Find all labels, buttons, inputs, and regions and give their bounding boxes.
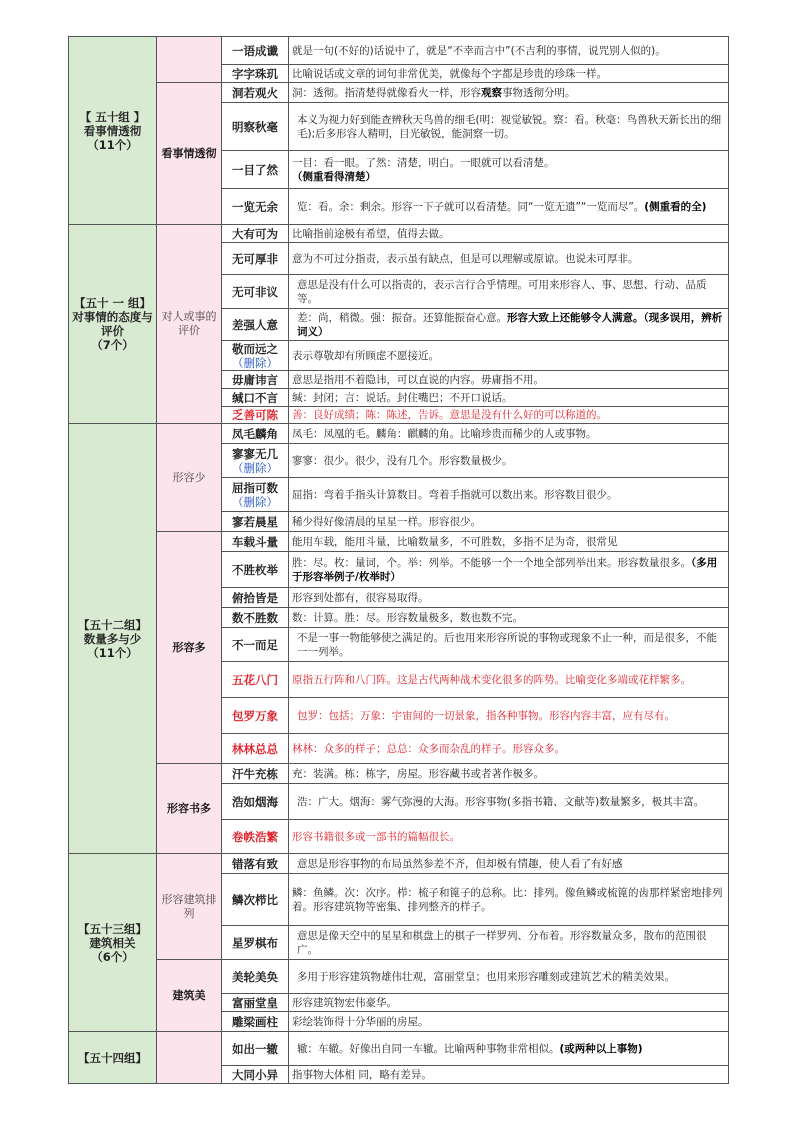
idiom-name: 数不胜数 (222, 608, 289, 628)
idiom-name: 字字珠玑 (222, 65, 289, 83)
idiom-name: 明察秋毫 (222, 103, 289, 151)
idiom-name: 雕梁画柱 (222, 1012, 289, 1032)
idiom-definition: 表示尊敬却有所顾虑不愿接近。 (289, 341, 729, 371)
idiom-definition: 寥寥：很少。很少，没有几个。形容数量极少。 (289, 444, 729, 478)
idiom-name: 不胜枚举 (222, 552, 289, 588)
idiom-definition: 意为不可过分指责，表示虽有缺点，但是可以理解或原谅。也说未可厚非。 (289, 243, 729, 275)
idiom-name: 缄口不言 (222, 389, 289, 407)
idiom-definition: 比喻说话或文章的词句非常优美，就像每个字都是珍贵的珍珠一样。 (289, 65, 729, 83)
subgroup-label: 建筑美 (157, 960, 222, 1032)
idiom-name (222, 341, 289, 371)
idiom-name: 大有可为 (222, 225, 289, 243)
idiom-name: 乏善可陈 (222, 407, 289, 424)
deleted-tag: （删除） (232, 460, 278, 475)
group-53-cell (69, 854, 157, 1032)
idiom-definition: 意思是没有什么可以指责的，表示言行合乎情理。可用来形容人、事、思想、行动、品质等。 (289, 275, 729, 309)
idiom-definition: 多用于形容建筑物雄伟壮观，富丽堂皇；也用来形容雕刻或建筑艺术的精美效果。 (289, 960, 729, 994)
idiom-definition: 意思是指用不着隐讳，可以直说的内容。毋庸指不用。 (289, 371, 729, 389)
idiom-table (68, 36, 729, 1084)
idiom-name: 不一而足 (222, 628, 289, 662)
group-title: 对事情的态度与评价 (72, 310, 153, 338)
definition-note: (侧重看的全) (644, 200, 707, 213)
group-54-cell (69, 1032, 157, 1084)
idiom-name (222, 478, 289, 512)
idiom-name: 卷帙浩繁 (222, 820, 289, 854)
idiom-definition: 充：装满。栋：栋字，房屋。形容藏书或者著作极多。 (289, 764, 729, 784)
idiom-name: 大同小异 (222, 1066, 289, 1084)
idiom-definition (289, 83, 729, 103)
idiom-definition: 指事物大体相 同，略有差异。 (289, 1066, 729, 1084)
deleted-tag: （删除） (232, 494, 278, 509)
idiom-definition: 包罗：包括；万象：宇宙间的一切景象，指各种事物。形容内容丰富，应有尽有。 (289, 698, 729, 734)
definition-text: 洞：透彻。指清楚得就像看火一样，形容 (292, 86, 481, 99)
idiom-definition: 彩绘装饰得十分华丽的房屋。 (289, 1012, 729, 1032)
idiom-definition (289, 552, 729, 588)
definition-emphasis: 形容大致上还能够令人满意。 (507, 311, 644, 324)
group-title: 看事情透彻 (83, 123, 142, 138)
definition-text: 一目：看一眼。了然：清楚，明白。一眼就可以看清楚。 (292, 156, 555, 169)
idiom-name: 车载斗量 (222, 532, 289, 552)
subgroup-label: 形容多 (157, 532, 222, 764)
idiom-name: 星罗棋布 (222, 926, 289, 960)
group-50-cell (69, 37, 157, 225)
subgroup-empty (157, 1032, 222, 1084)
idiom-name: 俯拾皆是 (222, 588, 289, 608)
idiom-name: 寥若晨星 (222, 512, 289, 532)
idiom-name: 一目了然 (222, 151, 289, 189)
idiom-definition (289, 151, 729, 189)
idiom-name: 一语成谶 (222, 37, 289, 65)
definition-emphasis: 观察 (481, 86, 502, 99)
idiom-definition: 善：良好成绩；陈：陈述，告诉。意思是没有什么好的可以称道的。 (289, 407, 729, 424)
idiom-definition: 原指五行阵和八门阵。这是古代两种战术变化很多的阵势。比喻变化多端或花样繁多。 (289, 662, 729, 698)
definition-text: 览：看。余：剩余。形容一下子就可以看清楚。同“一览无遗”“一览而尽”。 (297, 200, 645, 213)
idiom-definition: 稀少得好像清晨的星星一样。形容很少。 (289, 512, 729, 532)
idiom-name: 美轮美奂 (222, 960, 289, 994)
definition-text: 事物透彻分明。 (502, 86, 576, 99)
idiom-name: 洞若观火 (222, 83, 289, 103)
idiom-definition: 比喻指前途极有希望，值得去做。 (289, 225, 729, 243)
idiom-name: 富丽堂皇 (222, 994, 289, 1012)
idiom-text: 寥寥无几 (232, 446, 278, 461)
definition-note: （多用于形容举例子/枚举时） (292, 556, 718, 583)
definition-note: （侧重看得清楚） (292, 170, 376, 183)
group-count: （11个） (87, 645, 138, 660)
idiom-name: 汗牛充栋 (222, 764, 289, 784)
idiom-text: 屈指可数 (232, 480, 278, 495)
idiom-definition (289, 309, 729, 341)
group-count: （7个） (91, 338, 134, 352)
idiom-definition: 屈指：弯着手指头计算数目。弯着手指就可以数出来。形容数目很少。 (289, 478, 729, 512)
idiom-definition: 不是一事一物能够使之满足的。后也用来形容所说的事物或现象不止一种，而是很多，不能一一列举。 (289, 628, 729, 662)
idiom-definition: 缄：封闭；言：说话。封住嘴巴；不开口说话。 (289, 389, 729, 407)
idiom-definition: 数：计算。胜：尽。形容数量极多，数也数不完。 (289, 608, 729, 628)
idiom-name: 差强人意 (222, 309, 289, 341)
idiom-name: 五花八门 (222, 662, 289, 698)
idiom-definition (289, 189, 729, 225)
definition-note: （现多误用，辨析词义） (297, 311, 723, 338)
definition-text: 辙：车辙。好像出自同一车辙。比喻两种事物非常相似。 (297, 1042, 560, 1055)
idiom-name: 凤毛麟角 (222, 424, 289, 444)
definition-text: 差：尚，稍微。强：振奋。还算能振奋心意。 (297, 311, 507, 324)
idiom-definition: 形容到处都有，很容易取得。 (289, 588, 729, 608)
idiom-definition: 形容建筑物宏伟豪华。 (289, 994, 729, 1012)
idiom-definition: 鳞：鱼鳞。次：次序。栉：梳子和篦子的总称。比：排列。像鱼鳞或梳篦的齿那样紧密地排列着。形容建筑物等密集、排列整齐的样子。 (289, 874, 729, 926)
idiom-definition (289, 1032, 729, 1066)
idiom-name: 林林总总 (222, 734, 289, 764)
definition-note: (或两种以上事物) (559, 1042, 643, 1055)
group-title: 数量多与少 (83, 631, 142, 646)
idiom-definition: 形容书籍很多或一部书的篇幅很长。 (289, 820, 729, 854)
idiom-name: 浩如烟海 (222, 784, 289, 820)
idiom-name: 包罗万象 (222, 698, 289, 734)
subgroup-label: 看事情透彻 (157, 83, 222, 225)
idiom-name: 错落有致 (222, 854, 289, 874)
idiom-definition: 意思是形容事物的布局虽然参差不齐，但却极有情趣，使人看了有好感 (289, 854, 729, 874)
group-title: 建筑相关 (89, 935, 136, 950)
idiom-name: 毋庸讳言 (222, 371, 289, 389)
subgroup-label: 形容建筑排列 (157, 854, 222, 960)
idiom-definition: 浩：广大。烟海：雾气弥漫的大海。形容事物(多指书籍、文献等)数量繁多，极其丰富。 (289, 784, 729, 820)
subgroup-label: 形容书多 (157, 764, 222, 854)
group-51-cell (69, 225, 157, 424)
idiom-name (222, 444, 289, 478)
idiom-definition: 本义为视力好到能查辨秋天鸟兽的细毛(明：视觉敏锐。察：看。秋毫：鸟兽秋天新长出的细毛);后多形容人精明，目光敏锐，能洞察一切。 (289, 103, 729, 151)
idiom-name: 无可厚非 (222, 243, 289, 275)
deleted-tag: （删除） (232, 355, 278, 370)
idiom-definition: 凤毛：凤凰的毛。麟角：麒麟的角。比喻珍贵而稀少的人或事物。 (289, 424, 729, 444)
definition-text: 胜：尽。枚：量词，个。举：列举。不能够一个一个地全部列举出来。形容数量很多。 (292, 556, 691, 569)
group-label: 【五十四组】 (78, 1050, 147, 1065)
idiom-definition: 意思是像天空中的星星和棋盘上的棋子一样罗列、分布着。形容数量众多，散布的范围很广。 (289, 926, 729, 960)
group-count: （11个） (87, 137, 138, 152)
idiom-name: 无可非议 (222, 275, 289, 309)
subgroup-label: 形容少 (157, 424, 222, 532)
idiom-definition: 能用车载，能用斗量，比喻数量多，不可胜数，多指不足为奇，很常见 (289, 532, 729, 552)
idiom-definition: 就是一句(不好的)话说中了，就是“不幸而言中”(不吉利的事情，说咒别人似的)。 (289, 37, 729, 65)
group-label: 【五十 一 组】 (73, 296, 151, 310)
idiom-text: 敬而远之 (232, 341, 278, 356)
group-label: 【 五十组 】 (79, 109, 146, 124)
subgroup-label: 对人或事的评价 (157, 225, 222, 424)
idiom-name: 鳞次栉比 (222, 874, 289, 926)
idiom-name: 一览无余 (222, 189, 289, 225)
idiom-definition: 林林：众多的样子；总总：众多而杂乱的样子。形容众多。 (289, 734, 729, 764)
group-52-cell (69, 424, 157, 854)
group-label: 【五十二组】 (78, 617, 147, 632)
idiom-name: 如出一辙 (222, 1032, 289, 1066)
group-count: （6个） (91, 949, 134, 964)
group-label: 【五十三组】 (78, 921, 147, 936)
subgroup-empty (157, 37, 222, 83)
